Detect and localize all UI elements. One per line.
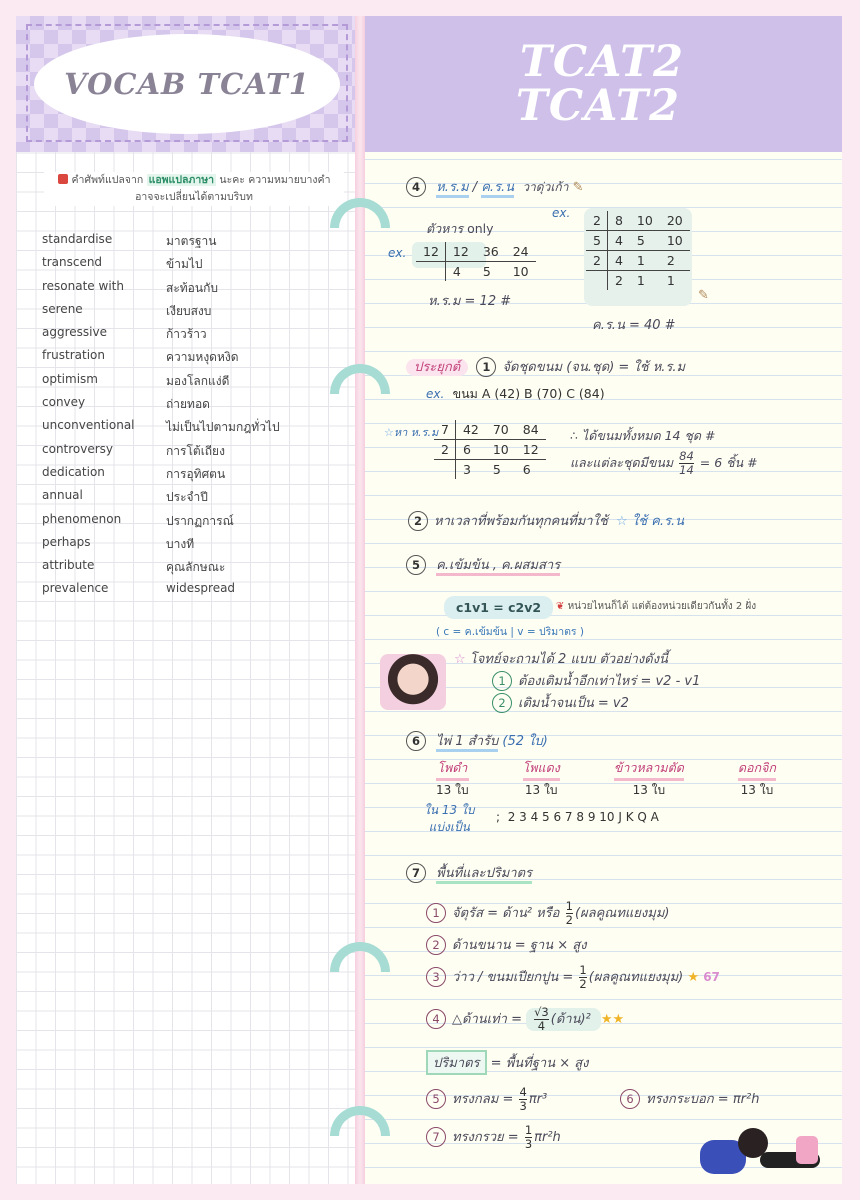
fraction [525, 1124, 532, 1151]
num-circle: 1 [476, 357, 496, 377]
head-note: วาดุ่วเก้า [522, 180, 569, 194]
cell: 3 [462, 462, 471, 477]
num-circle: 1 [492, 671, 512, 691]
vocab-en: controversy [42, 441, 114, 456]
vocab-en: annual [42, 488, 83, 503]
formula-3-post: (ผลคูณทแยงมุม) [588, 970, 684, 985]
tcat-title-1: TCAT2 [519, 37, 685, 87]
side-note-b: แบ่งเป็น [428, 820, 470, 834]
formula-4 [426, 1006, 624, 1033]
side-note-a: ใน 13 ใบ [424, 803, 475, 817]
vocab-en: frustration [42, 348, 105, 363]
vocab-en: prevalence [42, 581, 109, 596]
formula-1-pre: จัตุรัส = ด้าน² หรือ [452, 906, 560, 921]
cell: 36 [476, 242, 506, 262]
formula-3 [426, 964, 720, 991]
pencil-icon: ✎ [698, 288, 709, 303]
lcm-row [586, 271, 690, 291]
suit-name: ข้าวหลามตัด [614, 758, 684, 781]
cell: 2 [614, 273, 623, 288]
vocab-en: standardise [42, 232, 113, 246]
numerator: 1 [524, 1123, 533, 1137]
answer-2-text: เติมน้ำจนเป็น = v2 [518, 696, 629, 711]
cherry-icon: ❦ [556, 601, 565, 612]
cell: 4 [452, 264, 461, 279]
vocab-row [42, 255, 352, 278]
suit [436, 758, 469, 800]
hcf-row [416, 262, 536, 282]
vocab-th: ความหงุดหงิด [166, 350, 239, 365]
cell: 2 [434, 440, 455, 460]
vocab-th: ไม่เป็นไปตามกฎทั่วไป [166, 420, 280, 435]
num-circle: 2 [492, 693, 512, 713]
vocab-th: widespread [166, 581, 236, 596]
formula-4-highlight [526, 1005, 601, 1033]
formula-5 [426, 1086, 547, 1113]
formula-5-post: πr³ [528, 1092, 548, 1107]
vocab-row [42, 372, 352, 395]
volume-box: ปริมาตร [426, 1050, 487, 1075]
cell: 2 [660, 251, 690, 271]
tcat-title-2: TCAT2 [515, 81, 681, 131]
numerator: 1 [565, 899, 573, 913]
formula-6 [620, 1088, 759, 1109]
section-7-heading [406, 862, 532, 883]
num-circle: 3 [426, 967, 446, 987]
rank-side-note [424, 802, 474, 836]
application-line-1 [406, 356, 685, 377]
numerator: 4 [519, 1085, 527, 1099]
app-row [434, 420, 546, 440]
cell: 70 [486, 420, 516, 440]
vocab-th: ข้ามไป [166, 257, 203, 272]
formula-7 [426, 1124, 561, 1151]
ex2-label: ex. [552, 206, 571, 220]
num-circle: 2 [426, 935, 446, 955]
vocab-row [42, 395, 352, 418]
translation-note [44, 172, 344, 206]
section-7-title: พื้นที่และปริมาตร [436, 866, 532, 884]
legend: ( c = ค.เข้มข้น | v = ปริมาตร ) [436, 626, 584, 638]
vocab-en: optimism [42, 371, 98, 386]
cell: 10 [486, 440, 516, 460]
pencil-icon: ✎ [572, 180, 584, 195]
suits-row [436, 758, 776, 800]
application-tag: ประยุกต์ [406, 359, 468, 376]
fraction [519, 1086, 526, 1113]
vocab-row [42, 465, 352, 488]
vocab-en: serene [42, 301, 83, 316]
num-circle: 7 [426, 1127, 446, 1147]
formula-3-pre: ว่าว / ขนมเปียกปูน = [452, 970, 574, 985]
right-header [362, 16, 842, 152]
numerator: √3 [534, 1005, 549, 1019]
cell: 4 [607, 231, 629, 251]
pin-icon [58, 174, 68, 184]
unit-note [556, 599, 756, 614]
ex-label: ex. [388, 246, 407, 260]
vocab-th: ปรากฏการณ์ [166, 513, 234, 528]
cell: 2 [586, 211, 607, 231]
suit-count: 13 ใบ [632, 783, 666, 797]
app-result-1: ∴ ได้ขนมทั้งหมด 14 ชุด # [570, 428, 716, 443]
formula-7-post: πr²h [534, 1130, 561, 1145]
vocab-list [42, 232, 352, 605]
num-circle: 4 [426, 1009, 446, 1029]
section-4-number: 4 [406, 177, 426, 197]
denominator: 3 [524, 1137, 533, 1151]
app-row [434, 460, 546, 480]
application-table [434, 420, 546, 479]
star-icon: ★★ [600, 1012, 625, 1027]
cell [434, 460, 455, 480]
hcf-table [416, 242, 536, 281]
volume-text: = พื้นที่ฐาน × สูง [490, 1056, 589, 1071]
answer-2 [492, 692, 629, 713]
hcf-result: ห.ร.ม = 12 # [428, 294, 512, 309]
volume-formula [426, 1050, 589, 1075]
numerator: 1 [579, 963, 587, 977]
vocab-title: VOCAB TCAT1 [64, 67, 310, 101]
vocab-en: phenomenon [42, 511, 122, 526]
title-oval [34, 34, 340, 134]
denominator: 14 [679, 463, 694, 477]
unit-note-text: หน่วยไหนก็ได้ แต่ต้องหน่วยเดียวกันทั้ง 2 ฝั่ง [567, 601, 757, 612]
vocab-th: มองโลกแง่ดี [166, 373, 230, 388]
lcm-row [586, 251, 690, 271]
cell: 5 [482, 264, 491, 279]
vocab-row [42, 442, 352, 465]
formula-6-text: ทรงกระบอก = πr²h [646, 1092, 760, 1107]
ex-label: ex. [426, 387, 445, 401]
cell: 10 [512, 264, 529, 279]
divisor-word: ตัวหาร [426, 221, 464, 236]
fraction [534, 1006, 549, 1033]
cell [416, 262, 445, 282]
example-text: ขนม A (42) B (70) C (84) [452, 386, 605, 401]
vocab-en: unconventional [42, 418, 135, 433]
cell: 1 [666, 273, 675, 288]
suit-name: โพดำ [436, 758, 469, 781]
vocab-en: perhaps [42, 534, 91, 549]
fraction [566, 900, 573, 927]
cell: 2 [586, 251, 607, 271]
vocab-row [42, 325, 352, 348]
vocab-th: มาตรฐาน [166, 234, 217, 248]
cell: 8 [607, 211, 629, 231]
vocab-row [42, 535, 352, 558]
vocab-row [42, 558, 352, 581]
vocab-th: การอุทิศตน [166, 466, 226, 481]
vocab-row [42, 581, 352, 604]
vocab-row [42, 418, 352, 441]
cell: 6 [455, 440, 485, 460]
section-4-heading [406, 176, 583, 197]
vocab-row [42, 512, 352, 535]
application-text-2-tail: ใช้ ค.ร.น [631, 514, 684, 529]
cell: 1 [630, 251, 660, 271]
app-result-2-pre: และแต่ละชุดมีขนม [570, 455, 674, 470]
left-page [16, 16, 359, 1184]
cell: 12 [445, 242, 475, 262]
cell: 42 [455, 420, 485, 440]
formula-4-post: (ด้าน)² [550, 1012, 591, 1027]
hcf-row [416, 242, 536, 262]
numerator: 84 [679, 449, 694, 463]
cell: 5 [492, 462, 501, 477]
section-7-number: 7 [406, 863, 426, 883]
question-text: โจทย์จะถามได้ 2 แบบ ตัวอย่างดังนี้ [469, 652, 668, 667]
lcm-row [586, 211, 690, 231]
cell: 12 [416, 242, 445, 262]
question-type [454, 648, 668, 669]
cell: 7 [434, 420, 455, 440]
note-post: นะคะ ความหมายบางคำ [219, 174, 331, 186]
cell: 84 [516, 420, 546, 440]
fraction [679, 450, 694, 477]
application-text-1: จัดชุดขนม (จน.ชุด) = ใช้ ห.ร.ม [502, 360, 686, 375]
lcm-table [586, 211, 690, 290]
vocab-th: คุณลักษณะ [166, 560, 226, 575]
cell: 10 [660, 231, 690, 251]
star-icon: ★ [687, 970, 700, 985]
section-6-title: ไพ่ 1 สำรับ [436, 734, 498, 752]
suit-count: 13 ใบ [740, 783, 774, 797]
lcm-label: ค.ร.น [481, 180, 514, 198]
lcm-row [586, 231, 690, 251]
notebook-spine [355, 16, 365, 1184]
num-circle: 6 [620, 1089, 640, 1109]
suit-count: 13 ใบ [524, 783, 558, 797]
num-circle: 5 [426, 1089, 446, 1109]
app-result-2-post: = 6 ชิ้น # [699, 455, 758, 470]
star-icon: ☆ [454, 652, 466, 667]
cell: 5 [630, 231, 660, 251]
vocab-en: dedication [42, 464, 105, 479]
vocab-en: attribute [42, 558, 95, 573]
section-6-heading [406, 730, 548, 751]
only-word: only [467, 221, 494, 236]
vocab-th: บางที [166, 536, 195, 551]
ranks-text: 2 3 4 5 6 7 8 9 10 J K Q A [507, 810, 659, 824]
star-icon: ☆ [384, 426, 394, 439]
vocab-row [42, 488, 352, 511]
application-example [426, 384, 605, 404]
application-line-2 [408, 510, 684, 531]
cell: 6 [522, 462, 531, 477]
hcf-label: ห.ร.ม [436, 180, 468, 198]
vocab-th: การโต้เถียง [166, 443, 225, 458]
num-circle: 1 [426, 903, 446, 923]
vocab-row [42, 302, 352, 325]
formula-pill: c1v1 = c2v2 [444, 596, 553, 619]
cell: 1 [636, 273, 645, 288]
suit-name: ดอกจิก [738, 758, 776, 781]
girl-figure-sticker [700, 1122, 830, 1178]
vocab-row [42, 279, 352, 302]
section-5-title: ค.เข้มข้น , ค.ผสมสาร [436, 558, 560, 576]
cell: 4 [607, 251, 629, 271]
cell: 5 [586, 231, 607, 251]
cell: 20 [660, 211, 690, 231]
formula-4-pre: △ด้านเท่า = [452, 1012, 522, 1027]
num-circle: 2 [408, 511, 428, 531]
app-row [434, 440, 546, 460]
note-pre: คำศัพท์แปลจาก [71, 174, 144, 186]
vocab-th: ถ่ายทอด [166, 397, 210, 412]
note-app: แอพแปลภาษา [148, 174, 215, 186]
section-5-number: 5 [406, 555, 426, 575]
vocab-en: convey [42, 395, 86, 410]
formula-2 [426, 934, 587, 955]
formula-2-text: ด้านขนาน = ฐาน × สูง [452, 938, 587, 953]
vocab-th: ก้าวร้าว [166, 327, 207, 342]
vocab-th: สะท้อนกับ [166, 280, 218, 295]
vocab-en: transcend [42, 255, 103, 270]
formula-1-post: (ผลคูณทแยงมุม) [574, 906, 670, 921]
application-text-2: หาเวลาที่พร้อมกันทุกคนที่มาใช้ [434, 514, 608, 529]
note-line2: อาจจะเปลี่ยนได้ตามบริบท [135, 191, 253, 203]
lcm-result: ค.ร.น = 40 # [592, 318, 676, 333]
section-6-number: 6 [406, 731, 426, 751]
suit [738, 758, 776, 800]
vocab-row [42, 232, 352, 255]
formula-7-pre: ทรงกรวย = [452, 1130, 519, 1145]
formula-1 [426, 900, 669, 927]
answer-1-text: ต้องเติมน้ำอีกเท่าไหร่ = v2 - v1 [518, 674, 701, 689]
legwarmer-shape [796, 1136, 818, 1164]
denominator: 2 [565, 913, 573, 927]
side-note [384, 426, 438, 439]
cell: 24 [506, 242, 536, 262]
section-5-heading [406, 554, 560, 575]
semicolon: ; [496, 810, 501, 824]
suit-name: โพแดง [523, 758, 560, 781]
fraction [579, 964, 586, 991]
star-icon: ☆ [616, 514, 628, 529]
vocab-en: resonate with [42, 278, 124, 293]
formula-5-pre: ทรงกลม = [452, 1092, 514, 1107]
vocab-row [42, 348, 352, 371]
suit-count: 13 ใบ [436, 783, 469, 797]
cell: 12 [516, 440, 546, 460]
app-result-2 [570, 450, 758, 477]
suit [614, 758, 684, 800]
cell: 10 [630, 211, 660, 231]
denominator: 2 [579, 977, 587, 991]
denominator: 3 [519, 1099, 527, 1113]
right-page [362, 16, 842, 1184]
cell [586, 271, 607, 291]
left-header [16, 16, 358, 152]
vocab-th: ประจำปี [166, 490, 208, 505]
vocab-en: aggressive [42, 325, 107, 340]
girl-photo-sticker [380, 654, 446, 710]
suit [523, 758, 560, 800]
divisor-note [426, 219, 494, 239]
badge-67: 67 [703, 970, 720, 984]
denominator: 4 [534, 1019, 549, 1033]
side-note-text: หา ห.ร.ม [393, 426, 439, 439]
answer-1 [492, 670, 700, 691]
ranks [496, 810, 659, 824]
vocab-th: เงียบสงบ [166, 303, 212, 318]
slash: / [472, 180, 478, 195]
section-6-subtitle: (52 ใบ) [502, 734, 548, 749]
